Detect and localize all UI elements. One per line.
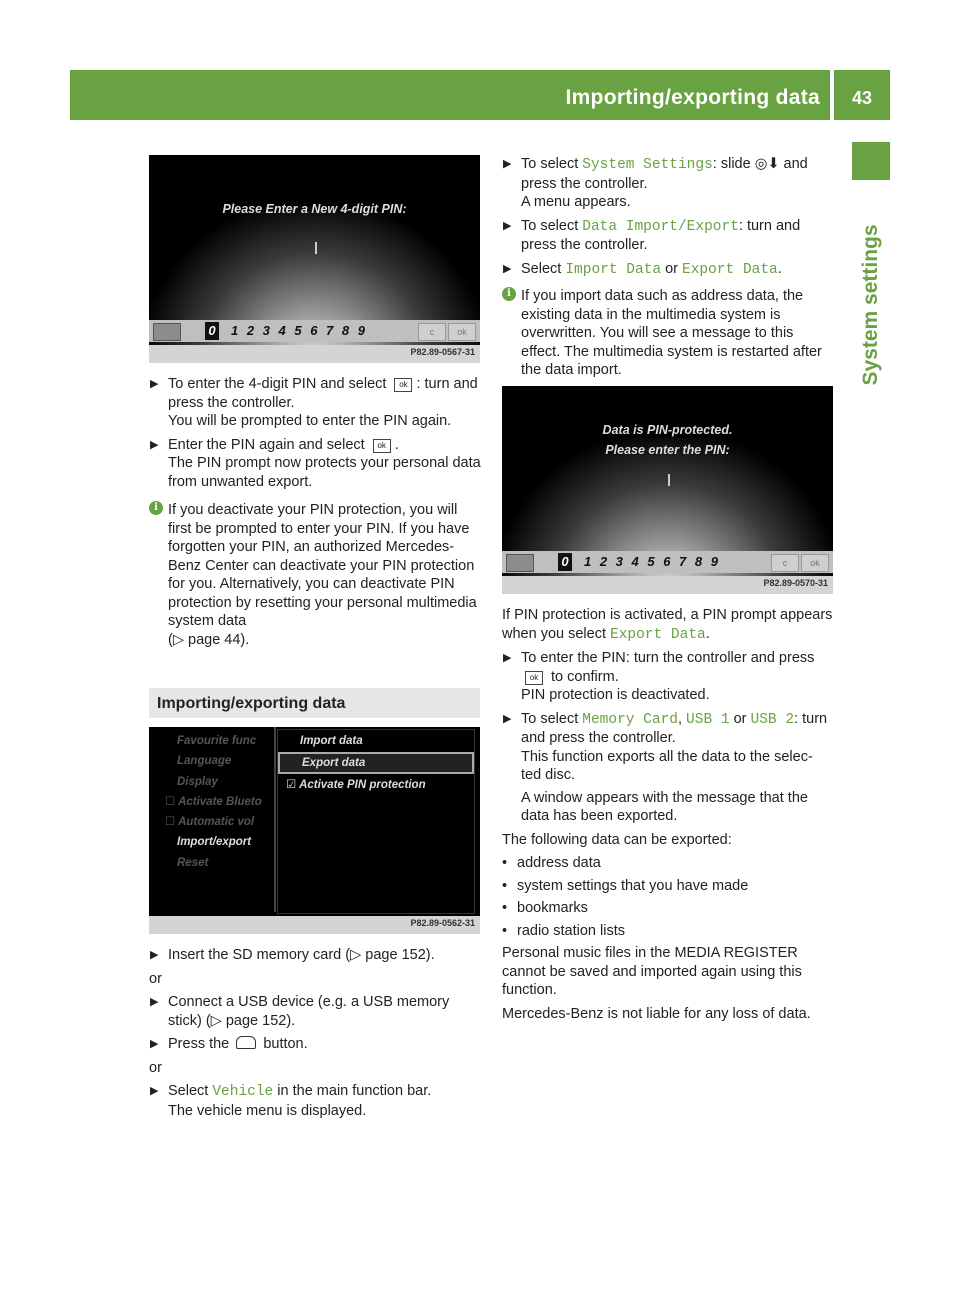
back-key — [506, 554, 534, 572]
digit-bar — [502, 551, 833, 573]
side-tab-block — [852, 142, 890, 180]
bullet-item: • system settings that you have made — [502, 877, 749, 894]
page-number: 43 — [851, 88, 873, 108]
ok-icon: ok — [394, 378, 412, 392]
menu-right-list — [277, 729, 475, 914]
or-text: or — [149, 970, 162, 987]
list-item: ▶ To select Data Import/Export: turn and press the controller. — [503, 217, 801, 253]
bullet-item: • bookmarks — [502, 900, 588, 916]
paragraph: If PIN protection is activated, a PIN prompt appears when you select Export Data. — [502, 607, 833, 643]
or-text: or — [149, 1059, 162, 1076]
pin-prompt-message: Please Enter a New 4-digit PIN: — [222, 202, 407, 216]
section-heading: Importing/exporting data — [149, 688, 480, 718]
list-item: ▶ To enter the PIN: turn the controller and press ok to confirm. PIN protection is deactivated. — [503, 650, 815, 703]
menu-item-selected: Import/export — [177, 836, 252, 849]
list-item: ▶ To select Memory Card, USB 1 or USB 2: turn and press the controller. This function exports all the data to the selec- ted disc. A window appears with the message that the data has been exported. — [503, 710, 828, 824]
menu-item: Import data — [300, 735, 363, 747]
import-export-menu-screenshot — [149, 727, 480, 934]
menu-left-list — [157, 727, 276, 912]
info-note: i If you deactivate your PIN protection, you will first be prompted to enter your PIN. If you have forgotten your PIN, an authorized Mercedes-Benz Center can deactivate your PIN protection for you. Alternatively, you can deactivate PIN protection by resetting your personal multimedia system data (▷ page 44). — [149, 501, 481, 649]
pin-entry-screenshot — [149, 155, 480, 363]
info-note: i If you import data such as address data, the existing data in the multimedia system is overwritten. You will see a message to this effect. The multimedia system is restarted after the data import. — [502, 287, 835, 380]
digit-keys: 1 2 3 4 5 6 7 8 9 — [231, 323, 365, 338]
list-item: ▶ To select System Settings: slide ◎⬇ and press the controller. A menu appears. — [503, 156, 808, 210]
menu-item: Favourite func — [177, 735, 257, 747]
clear-key: c — [418, 323, 446, 341]
digit-zero-key: 0 — [558, 553, 572, 571]
ok-icon: ok — [373, 439, 391, 453]
right-column — [502, 155, 835, 386]
right-column-lower — [502, 606, 835, 1028]
ok-icon: ok — [525, 671, 543, 685]
paragraph: The following data can be exported: — [502, 831, 732, 848]
image-code: P82.89-0567-31 — [410, 347, 475, 357]
page-title: Importing/exporting data — [565, 86, 820, 109]
list-item: ▶ Press the button. — [150, 1036, 308, 1052]
bullet-item: • address data — [502, 855, 601, 871]
image-code: P82.89-0570-31 — [763, 578, 828, 588]
digit-keys: 1 2 3 4 5 6 7 8 9 — [584, 554, 718, 569]
side-section-label: System settings — [859, 224, 882, 386]
pin-enter-message: Please enter the PIN: — [605, 443, 730, 457]
pin-protected-message: Data is PIN-protected. — [602, 423, 733, 437]
text-cursor — [668, 474, 670, 486]
bullet-item: • radio station lists — [502, 922, 625, 939]
menu-item: Reset — [177, 856, 209, 869]
image-code: P82.89-0562-31 — [410, 918, 475, 928]
ok-key: ok — [448, 323, 476, 341]
list-item: ▶ Select Import Data or Export Data. — [503, 260, 782, 278]
info-icon: i — [502, 287, 516, 301]
left-column-lower — [149, 946, 481, 1125]
menu-item-highlighted: Export data — [278, 752, 474, 774]
menu-item: ☑ Activate PIN protection — [286, 779, 426, 791]
list-item: ▶ Insert the SD memory card (▷ page 152). — [150, 947, 435, 963]
menu-item: Language — [177, 755, 232, 768]
list-item: ▶ Connect a USB device (e.g. a USB memory stick) (▷ page 152). — [150, 994, 450, 1029]
clear-key: c — [771, 554, 799, 572]
digit-bar — [149, 320, 480, 342]
left-column — [149, 375, 481, 655]
paragraph: Personal music files in the MEDIA REGISTER cannot be saved and imported again using this function. — [502, 945, 802, 998]
text-cursor — [315, 242, 317, 254]
info-icon: i — [149, 501, 163, 515]
menu-item: Display — [177, 775, 218, 788]
menu-item: ☐ Activate Blueto — [165, 795, 262, 808]
back-key — [153, 323, 181, 341]
list-item: ▶ Select Vehicle in the main function bar. The vehicle menu is displayed. — [150, 1083, 432, 1119]
ok-key: ok — [801, 554, 829, 572]
menu-item: ☐ Automatic vol — [165, 816, 255, 829]
list-item: ▶ Enter the PIN again and select ok . The PIN prompt now protects your personal data from unwanted export. — [150, 436, 481, 490]
pin-protected-screenshot — [502, 386, 833, 594]
digit-zero-key: 0 — [205, 322, 219, 340]
list-item: ▶ To enter the 4-digit PIN and select ok : turn and press the controller. You will be prompted to enter the PIN again. — [150, 376, 478, 429]
paragraph: Mercedes-Benz is not liable for any loss of data. — [502, 1005, 811, 1022]
vehicle-icon — [236, 1036, 256, 1049]
